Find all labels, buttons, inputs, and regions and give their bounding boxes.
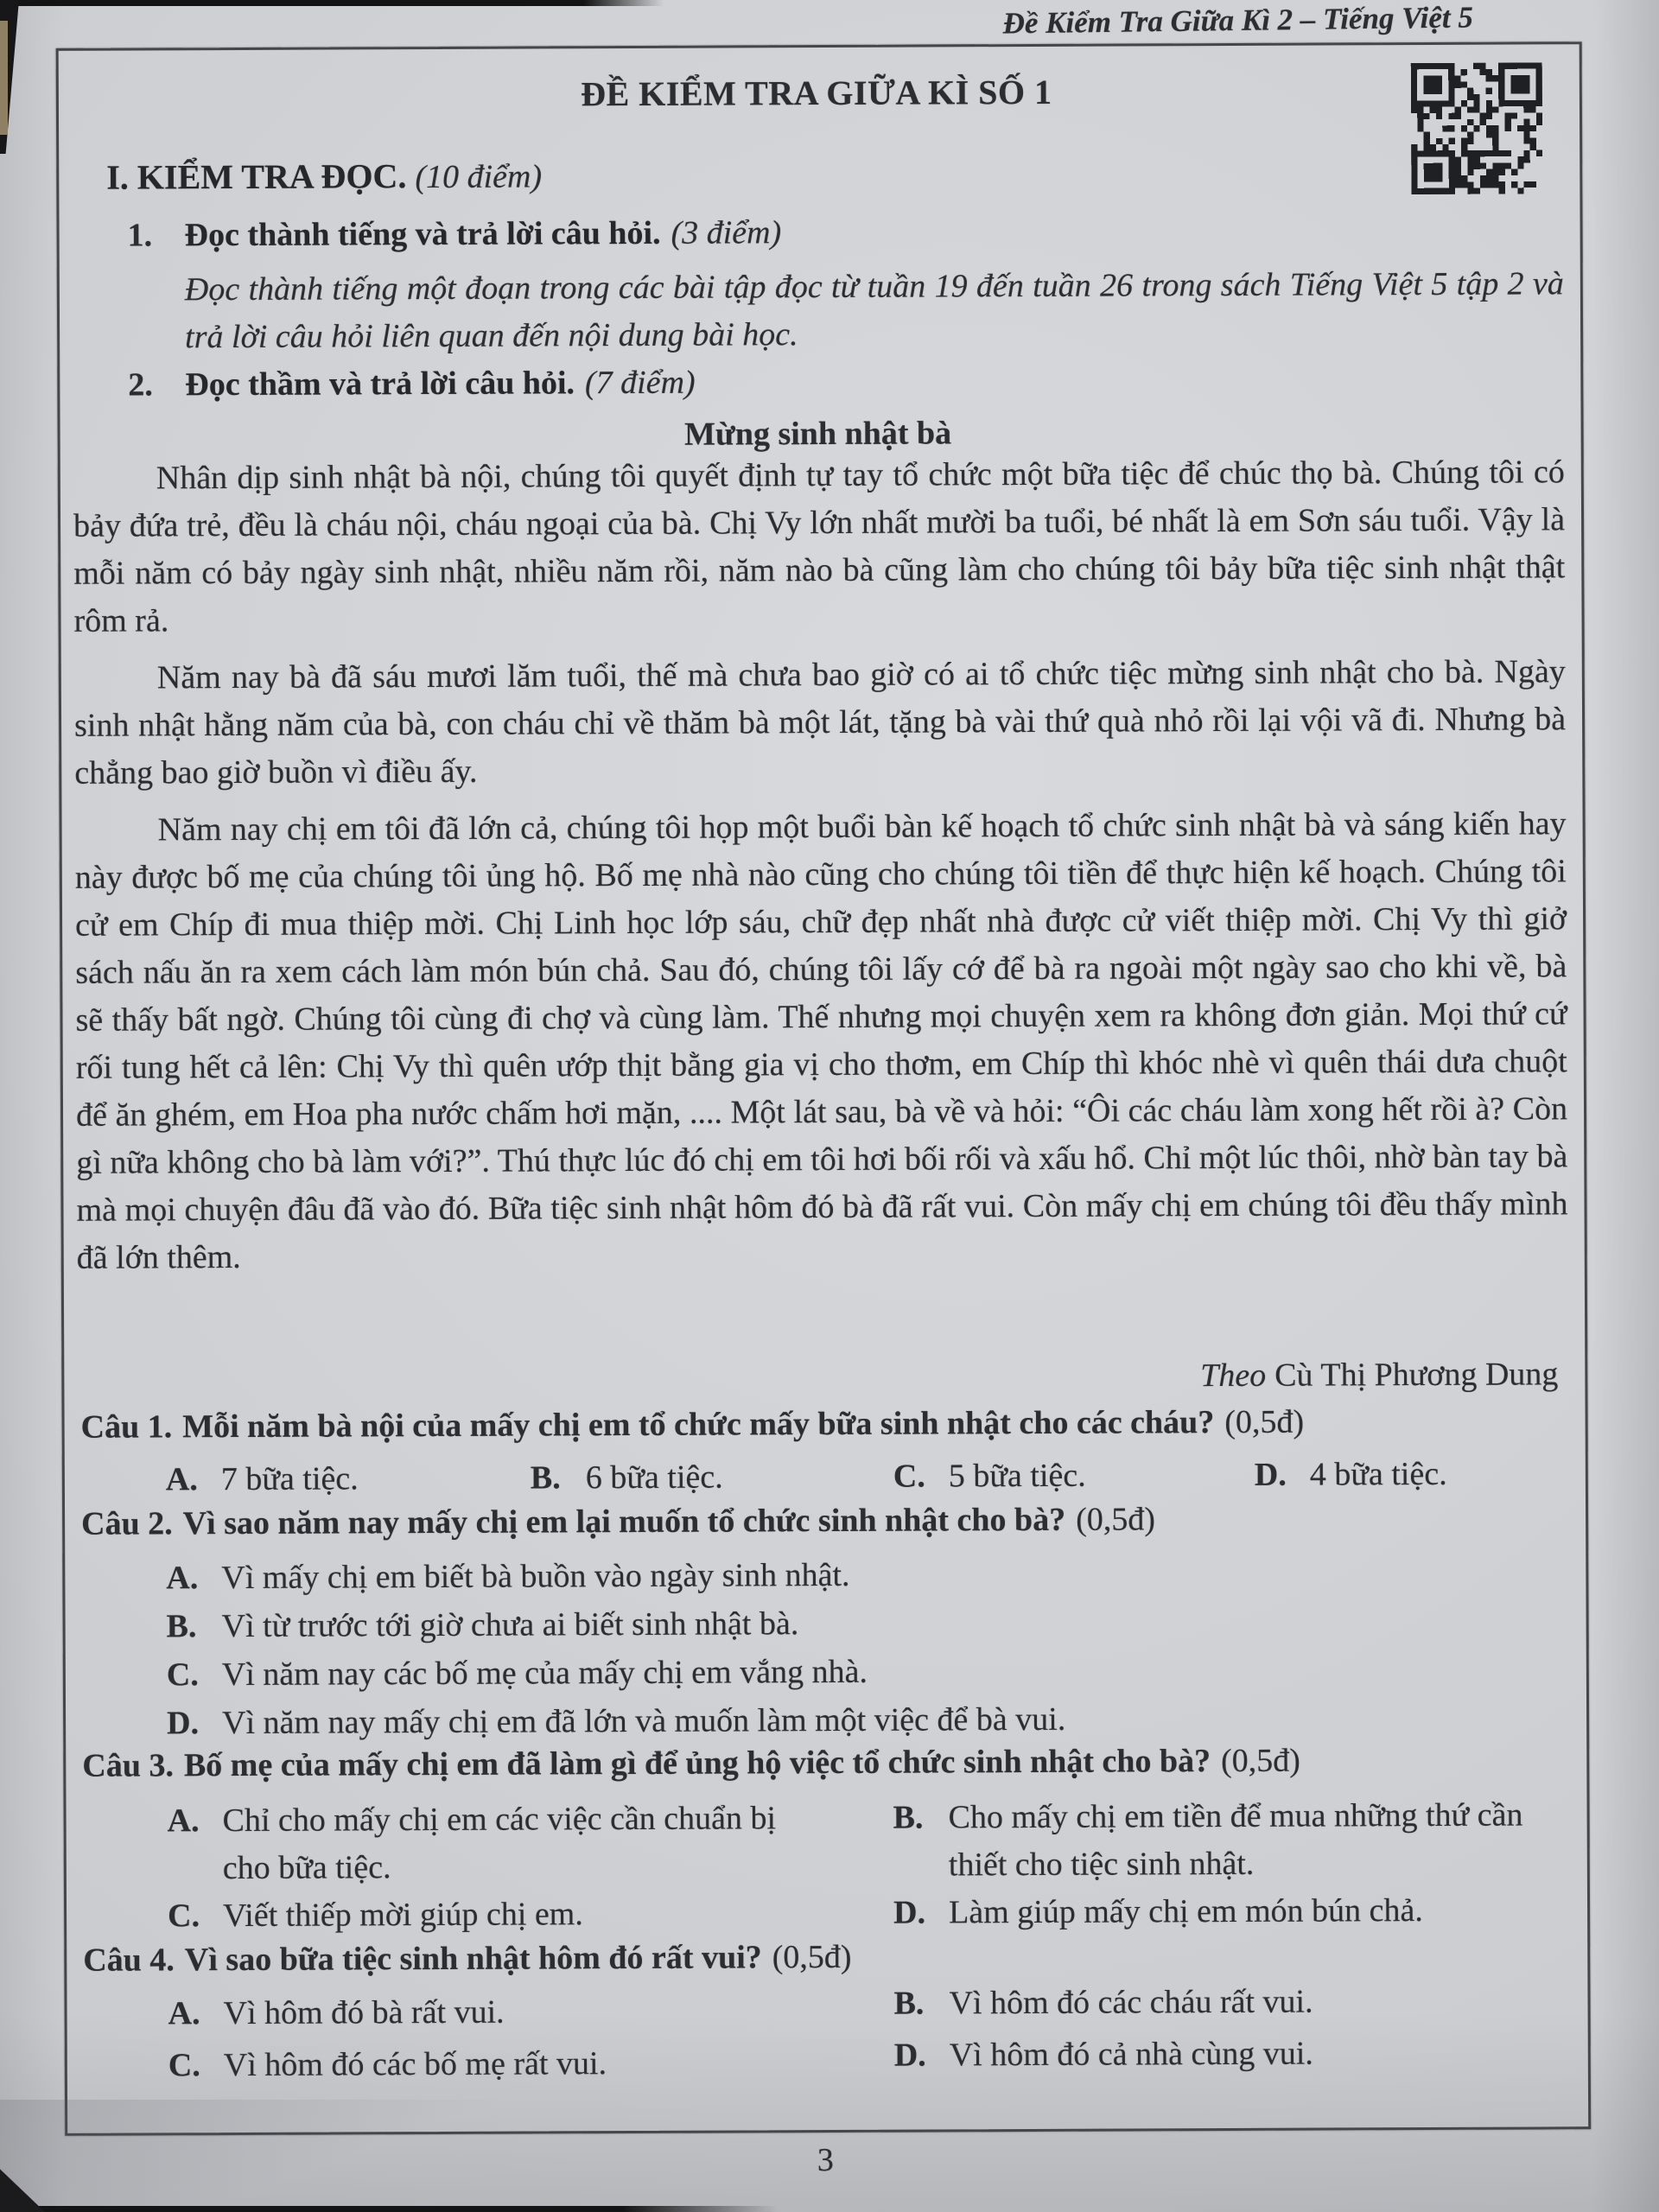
option-a	[166, 1455, 359, 1503]
question-2-options	[166, 1548, 1567, 1747]
option-letter: C.	[166, 1656, 199, 1694]
option-c	[168, 2039, 860, 2089]
option-letter: A.	[168, 1995, 200, 2032]
question-3-options-right	[893, 1791, 1567, 1936]
question-1	[81, 1403, 1305, 1446]
option-letter: B.	[893, 1985, 925, 2022]
option-letter: B.	[166, 1608, 197, 1645]
question-4-options-left	[168, 1987, 859, 2089]
question-4	[83, 1938, 851, 1980]
question-2-text: Vì sao năm nay mấy chị em lại muốn tổ chức sinh nhật cho bà?	[182, 1501, 1066, 1542]
option-text: Cho mấy chị em tiền để mua những thứ cần thiết cho tiệc sinh nhật.	[948, 1796, 1523, 1884]
question-4-options-right	[893, 1977, 1585, 2079]
option-text: 6 bữa tiệc.	[585, 1459, 723, 1497]
option-b	[531, 1454, 723, 1503]
question-1-points: (0,5đ)	[1224, 1403, 1305, 1441]
option-text: Vì hôm đó bà rất vui.	[223, 1993, 505, 2032]
task-1-instructions: Đọc thành tiếng một đoạn trong các bài tập đọc từ tuần 19 đến tuần 26 trong sách Tiếng Việt 5 tập 2 và trả lời câu hỏi liên quan đến nội dung bài học.	[184, 265, 1564, 356]
option-letter: D.	[1254, 1456, 1287, 1493]
question-3-options-left	[167, 1795, 828, 1940]
option-b	[166, 1596, 1566, 1650]
option-b	[893, 1977, 1585, 2027]
scan-edge-bottom	[0, 2206, 778, 2212]
page-number: 3	[817, 2141, 834, 2179]
running-header: Đề Kiểm Tra Giữa Kì 2 – Tiếng Việt 5	[1001, 0, 1473, 41]
option-text: Vì từ trước tới giờ chưa ai biết sinh nhật bà.	[221, 1605, 799, 1645]
task-1-points: (3 điểm)	[671, 214, 782, 251]
question-3-label: Câu 3.	[82, 1747, 174, 1784]
option-letter: A.	[166, 1560, 199, 1597]
option-a	[166, 1548, 1566, 1602]
question-4-text: Vì sao bữa tiệc sinh nhật hôm đó rất vui?	[184, 1939, 762, 1979]
task-2-silent-reading	[128, 364, 695, 404]
task-1-number: 1.	[127, 217, 153, 254]
option-letter: C.	[893, 1458, 925, 1495]
option-letter: C.	[168, 2047, 200, 2084]
option-c	[168, 1890, 828, 1940]
option-text: Vì năm nay mấy chị em đã lớn và muốn làm một việc để bà vui.	[222, 1700, 1066, 1742]
option-d	[167, 1693, 1567, 1747]
option-letter: D.	[893, 2037, 926, 2074]
option-text: 4 bữa tiệc.	[1309, 1455, 1447, 1493]
task-2-number: 2.	[128, 366, 153, 404]
option-text: 7 bữa tiệc.	[220, 1460, 359, 1498]
scan-edge-left-strip	[0, 21, 8, 135]
reading-passage-title: Mừng sinh nhật bà	[684, 415, 952, 453]
option-letter: B.	[893, 1799, 924, 1836]
qr-code	[1411, 62, 1543, 194]
option-d	[893, 1886, 1567, 1936]
scan-edge-top	[0, 0, 664, 6]
option-text: Vì hôm đó các bố mẹ rất vui.	[223, 2045, 607, 2084]
task-2-text: Đọc thầm và trả lời câu hỏi.	[185, 365, 575, 404]
task-1-text: Đọc thành tiếng và trả lời câu hỏi.	[184, 214, 661, 254]
question-4-points: (0,5đ)	[772, 1938, 852, 1976]
option-text: Vì mấy chị em biết bà buồn vào ngày sinh nhật.	[221, 1556, 850, 1597]
section-heading-text: I. KIỂM TRA ĐỌC.	[106, 156, 407, 197]
section-points: (10 điểm)	[415, 158, 543, 196]
option-text: Làm giúp mấy chị em món bún chả.	[948, 1892, 1423, 1931]
passage-paragraph: Nhân dịp sinh nhật bà nội, chúng tôi quyết định tự tay tổ chức một bữa tiệc để chúc thọ bà. Chúng tôi có bảy đứa trẻ, đều là cháu nội, cháu ngoại của bà. Chị Vy lớn nhất mười ba tuổi, bé nhất là em Sơn sáu tuổi. Vậy là mỗi năm có bảy ngày sinh nhật, nhiều năm rồi, năm nào bà cũng làm cho chúng tôi bảy bữa tiệc sinh nhật thật rôm rả.	[73, 454, 1566, 639]
option-a	[168, 1987, 859, 2037]
question-1-options	[2, 1450, 1659, 1509]
option-letter: D.	[893, 1894, 926, 1931]
option-d	[894, 2029, 1586, 2079]
question-1-label: Câu 1.	[80, 1408, 173, 1446]
option-c	[167, 1644, 1567, 1699]
question-3	[82, 1742, 1300, 1785]
task-2-points: (7 điểm)	[584, 364, 696, 402]
question-3-text: Bố mẹ của mấy chị em đã làm gì để ủng hộ việc tổ chức sinh nhật cho bà?	[183, 1743, 1211, 1784]
attribution-author: Cù Thị Phương Dung	[1274, 1356, 1559, 1394]
question-2-label: Câu 2.	[81, 1505, 173, 1542]
option-a	[167, 1795, 827, 1892]
option-letter: A.	[167, 1802, 200, 1840]
exam-title: ĐỀ KIỂM TRA GIỮA KÌ SỐ 1	[581, 72, 1052, 114]
question-2	[81, 1500, 1155, 1542]
task-1-read-aloud	[128, 213, 782, 254]
passage-paragraph: Năm nay bà đã sáu mươi lăm tuổi, thế mà chưa bao giờ có ai tổ chức tiệc mừng sinh nhật cho bà. Ngày sinh nhật hằng năm của bà, con cháu chỉ về thăm bà một lát, tặng bà vài thứ quà nhỏ rồi lại vội vã đi. Nhưng bà chẳng bao giờ buồn vì điều ấy.	[73, 653, 1567, 791]
question-4-label: Câu 4.	[83, 1942, 175, 1979]
option-text: Vì năm nay các bố mẹ của mấy chị em vắng nhà.	[221, 1653, 868, 1694]
option-text: 5 bữa tiệc.	[948, 1457, 1086, 1495]
option-b	[893, 1791, 1567, 1889]
question-3-points: (0,5đ)	[1220, 1742, 1300, 1780]
option-text: Chỉ cho mấy chị em các việc cần chuẩn bị cho bữa tiệc.	[222, 1800, 777, 1887]
passage-paragraph: Năm nay chị em tôi đã lớn cả, chúng tôi họp một buổi bàn kế hoạch tổ chức sinh nhật bà và sáng kiến hay này được bố mẹ của chúng tôi ủng hộ. Bố mẹ nhà nào cũng cho chúng tôi tiền để thực hiện kế hoạch. Chúng tôi cử em Chíp đi mua thiệp mời. Chị Linh học lớp sáu, chữ đẹp nhất nhà được cử viết thiệp mời. Chị Vy thì giở sách nấu ăn ra xem cách làm món bún chả. Sau đó, chúng tôi lấy cớ để bà ra ngoài một ngày sao cho khi về, bà sẽ thấy bất ngờ. Chúng tôi cùng đi chợ và cùng làm. Thế nhưng mọi chuyện xem ra không đơn giản. Mọi thứ cứ rối tung hết cả lên: Chị Vy thì quên ướp thịt bằng gia vị cho thơm, em Chíp thì khóc nhè vì quên thái dưa chuột để ăn ghém, em Hoa pha nước chấm hơi mặn, .... Một lát sau, bà về và hỏi: “Ôi các cháu làm xong hết rồi à? Còn gì nữa không cho bà làm với?”. Thú thực lúc đó chị em tôi hơi bối rối và xấu hổ. Chỉ một lúc thôi, nhờ bàn tay bà mà mọi chuyện đâu đã vào đó. Bữa tiệc sinh nhật hôm đó bà đã rất vui. Còn mấy chị em chúng tôi đều thấy mình đã lớn thêm.	[74, 805, 1568, 1276]
option-letter: C.	[167, 1897, 200, 1935]
option-c	[893, 1452, 1086, 1501]
page-curl-shadow	[0, 2100, 605, 2212]
option-text: Vì hôm đó các cháu rất vui.	[949, 1983, 1313, 2022]
question-2-points: (0,5đ)	[1076, 1501, 1156, 1538]
option-letter: D.	[167, 1705, 200, 1742]
option-text: Viết thiếp mời giúp chị em.	[222, 1896, 583, 1935]
option-letter: B.	[530, 1459, 561, 1497]
option-letter: A.	[165, 1461, 198, 1498]
question-1-text: Mỗi năm bà nội của mấy chị em tổ chức mấy bữa sinh nhật cho các cháu?	[182, 1404, 1215, 1446]
section-reading-heading	[106, 155, 542, 197]
option-d	[1255, 1451, 1447, 1499]
reading-passage	[73, 448, 1568, 1282]
attribution-prefix: Theo	[1200, 1357, 1267, 1395]
option-text: Vì hôm đó cả nhà cùng vui.	[949, 2035, 1313, 2074]
passage-attribution	[77, 1355, 1558, 1399]
